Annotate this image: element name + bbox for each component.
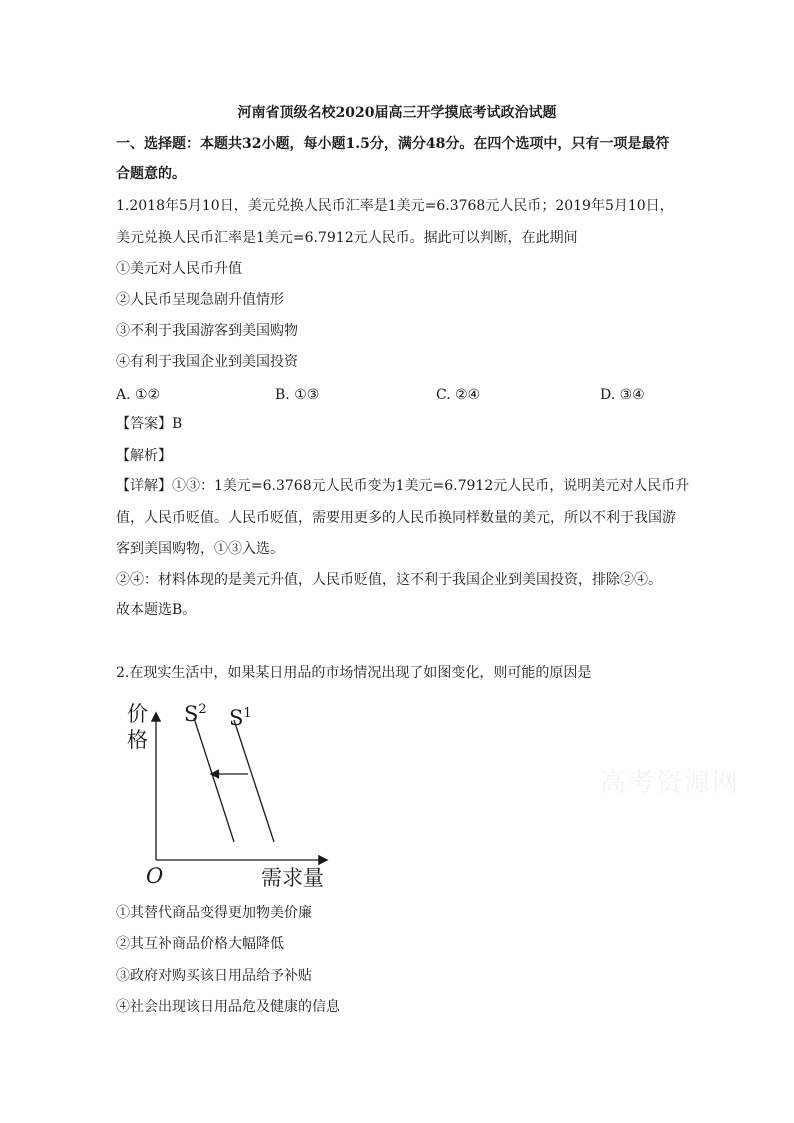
s2-label: [184, 698, 207, 726]
s2-label-base: S: [184, 702, 199, 726]
q1-detail-line-2: 值，人民币贬值。人民币贬值，需要用更多的人民币换同样数量的美元，所以不利于我国游: [116, 510, 676, 526]
q1-stem-line-1: 1.2018年5月10日，美元兑换人民币汇率是1美元=6.3768元人民币；2019年5月10日，: [116, 198, 674, 214]
curve-s2: [194, 718, 234, 842]
q2-item-4: ④社会出现该日用品危及健康的信息: [116, 999, 340, 1015]
q1-conclusion: 故本题选B。: [116, 602, 197, 618]
curve-s1: [234, 720, 274, 842]
q1-option-a: A. ①②: [116, 387, 161, 403]
origin-label: O: [146, 864, 164, 888]
q2-item-1: ①其替代商品变得更加物美价廉: [116, 905, 312, 921]
q1-item-4: ④有利于我国企业到美国投资: [116, 354, 298, 370]
q1-answer: 【答案】B: [116, 416, 183, 432]
q1-option-c: C. ②④: [436, 387, 481, 403]
q1-option-d: D. ③④: [600, 387, 645, 403]
watermark: 高考资源网: [600, 768, 741, 798]
s2-label-sup: 2: [198, 702, 207, 717]
s1-label-base: S: [229, 706, 244, 730]
q2-item-3: ③政府对购买该日用品给予补贴: [116, 968, 312, 984]
exam-title: 河南省顶级名校2020届高三开学摸底考试政治试题: [237, 105, 557, 121]
supply-shift-graph: [116, 696, 346, 896]
q1-options: [116, 385, 656, 405]
s1-label: [229, 702, 252, 730]
section-heading-line-1: 一、选择题：本题共32小题，每小题1.5分，满分48分。在四个选项中，只有一项是最符: [116, 136, 670, 152]
q2-stem: 2.在现实生活中，如果某日用品的市场情况出现了如图变化，则可能的原因是: [116, 665, 592, 681]
q1-item-2: ②人民币呈现急剧升值情形: [116, 292, 284, 308]
q1-item-1: ①美元对人民币升值: [116, 261, 242, 277]
q2-item-2: ②其互补商品价格大幅降低: [116, 936, 284, 952]
section-heading-line-2: 合题意的。: [116, 166, 186, 182]
q1-detail-line-1: 【详解】①③：1美元=6.3768元人民币变为1美元=6.7912元人民币，说明美元对人民币升: [116, 478, 690, 494]
q1-stem-line-2: 美元兑换人民币汇率是1美元=6.7912元人民币。据此可以判断，在此期间: [116, 230, 578, 246]
q1-detail-line-4: ②④：材料体现的是美元升值，人民币贬值，这不利于我国企业到美国投资，排除②④。: [116, 572, 662, 588]
q1-detail-line-3: 客到美国购物，①③入选。: [116, 541, 284, 557]
q1-item-3: ③不利于我国游客到美国购物: [116, 323, 298, 339]
q1-analysis-label: 【解析】: [116, 448, 172, 464]
y-axis-label-1: 价: [127, 702, 148, 726]
q1-option-b: B. ①③: [275, 387, 320, 403]
s1-label-sup: 1: [243, 706, 252, 721]
x-axis-label: 需求量: [261, 866, 324, 890]
y-axis-label-2: 格: [127, 728, 148, 752]
